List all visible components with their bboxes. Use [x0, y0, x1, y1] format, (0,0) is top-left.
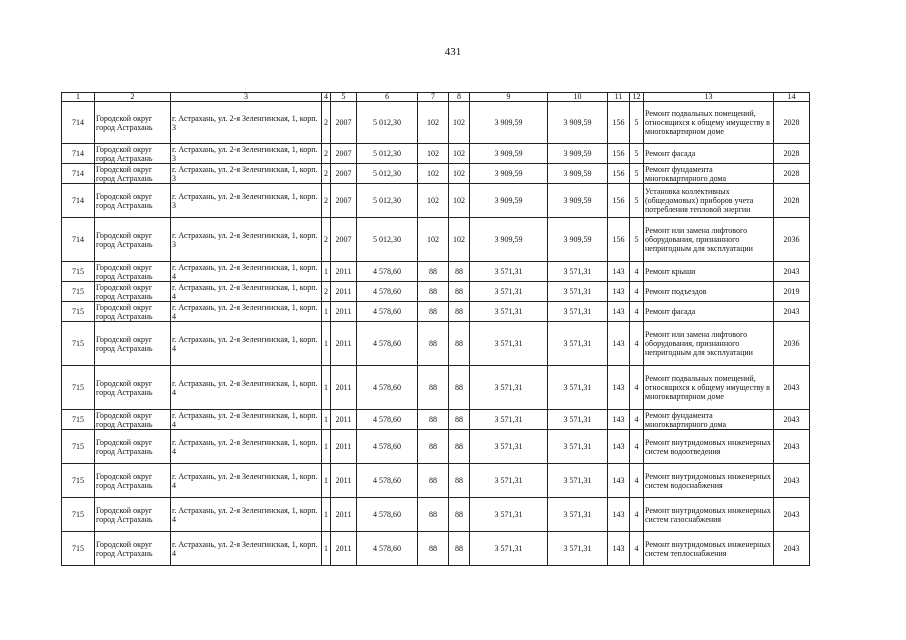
area-cell: 4 578,60	[357, 282, 418, 302]
row-number-cell: 715	[62, 498, 95, 532]
column-number: 13	[644, 93, 774, 102]
column-number: 12	[630, 93, 644, 102]
work-type-cell: Ремонт или замена лифтового оборудования, признанного непригодным для эксплуатации	[644, 218, 774, 262]
row-number-cell: 715	[62, 532, 95, 566]
year-cell: 2043	[774, 464, 810, 498]
address-cell: г. Астрахань, ул. 2-я Зеленгинская, 1, корп. 4	[171, 532, 322, 566]
area-cell: 3 571,31	[470, 410, 548, 430]
value-cell: 5	[630, 102, 644, 144]
area-cell: 3 571,31	[470, 262, 548, 282]
value-cell: 1	[322, 464, 331, 498]
municipality-cell: Городской округ город Астрахань	[95, 532, 171, 566]
value-cell: 102	[418, 164, 449, 184]
area-cell: 3 571,31	[470, 464, 548, 498]
value-cell: 102	[418, 184, 449, 218]
row-number-cell: 715	[62, 366, 95, 410]
work-type-cell: Ремонт внутридомовых инженерных систем водоснабжения	[644, 464, 774, 498]
table-row	[62, 410, 810, 430]
year-cell: 2028	[774, 102, 810, 144]
area-cell: 4 578,60	[357, 302, 418, 322]
column-number: 9	[470, 93, 548, 102]
year-cell: 2043	[774, 262, 810, 282]
work-type-cell: Ремонт фасада	[644, 144, 774, 164]
area-cell: 3 571,31	[548, 410, 608, 430]
value-cell: 102	[418, 218, 449, 262]
municipality-cell: Городской округ город Астрахань	[95, 164, 171, 184]
year-cell: 2007	[331, 164, 357, 184]
area-cell: 3 571,31	[548, 430, 608, 464]
address-cell: г. Астрахань, ул. 2-я Зеленгинская, 1, корп. 4	[171, 366, 322, 410]
municipality-cell: Городской округ город Астрахань	[95, 282, 171, 302]
column-number: 6	[357, 93, 418, 102]
table-row	[62, 218, 810, 262]
work-type-cell: Ремонт подъездов	[644, 282, 774, 302]
area-cell: 4 578,60	[357, 464, 418, 498]
address-cell: г. Астрахань, ул. 2-я Зеленгинская, 1, корп. 4	[171, 498, 322, 532]
year-cell: 2011	[331, 322, 357, 366]
value-cell: 88	[449, 262, 470, 282]
value-cell: 143	[608, 322, 630, 366]
row-number-cell: 714	[62, 102, 95, 144]
year-cell: 2028	[774, 164, 810, 184]
work-type-cell: Ремонт подвальных помещений, относящихся к общему имуществу в многоквартирном доме	[644, 366, 774, 410]
area-cell: 4 578,60	[357, 410, 418, 430]
address-cell: г. Астрахань, ул. 2-я Зеленгинская, 1, корп. 3	[171, 102, 322, 144]
value-cell: 102	[418, 102, 449, 144]
value-cell: 1	[322, 532, 331, 566]
value-cell: 1	[322, 322, 331, 366]
area-cell: 3 571,31	[470, 532, 548, 566]
area-cell: 3 909,59	[548, 144, 608, 164]
value-cell: 88	[449, 532, 470, 566]
area-cell: 4 578,60	[357, 322, 418, 366]
value-cell: 88	[449, 498, 470, 532]
value-cell: 88	[418, 282, 449, 302]
work-type-cell: Ремонт внутридомовых инженерных систем теплоснабжения	[644, 532, 774, 566]
area-cell: 4 578,60	[357, 366, 418, 410]
value-cell: 4	[630, 498, 644, 532]
work-type-cell: Ремонт крыши	[644, 262, 774, 282]
column-number: 8	[449, 93, 470, 102]
row-number-cell: 715	[62, 464, 95, 498]
table-row	[62, 366, 810, 410]
area-cell: 3 571,31	[548, 282, 608, 302]
value-cell: 102	[449, 144, 470, 164]
value-cell: 5	[630, 144, 644, 164]
row-number-cell: 714	[62, 144, 95, 164]
municipality-cell: Городской округ город Астрахань	[95, 322, 171, 366]
value-cell: 88	[449, 302, 470, 322]
municipality-cell: Городской округ город Астрахань	[95, 144, 171, 164]
area-cell: 3 909,59	[470, 144, 548, 164]
column-number-row	[62, 93, 810, 102]
column-number: 14	[774, 93, 810, 102]
year-cell: 2028	[774, 184, 810, 218]
address-cell: г. Астрахань, ул. 2-я Зеленгинская, 1, корп. 3	[171, 164, 322, 184]
year-cell: 2043	[774, 410, 810, 430]
value-cell: 88	[449, 282, 470, 302]
value-cell: 4	[630, 322, 644, 366]
value-cell: 88	[418, 464, 449, 498]
table-row	[62, 430, 810, 464]
area-cell: 5 012,30	[357, 144, 418, 164]
value-cell: 143	[608, 532, 630, 566]
value-cell: 143	[608, 410, 630, 430]
value-cell: 102	[449, 102, 470, 144]
value-cell: 88	[449, 366, 470, 410]
area-cell: 3 909,59	[470, 164, 548, 184]
work-type-cell: Ремонт фундамента многоквартирного дома	[644, 410, 774, 430]
table-row	[62, 302, 810, 322]
value-cell: 1	[322, 262, 331, 282]
table-row	[62, 184, 810, 218]
area-cell: 3 571,31	[548, 464, 608, 498]
page-number: 431	[444, 46, 462, 58]
row-number-cell: 715	[62, 262, 95, 282]
year-cell: 2028	[774, 144, 810, 164]
area-cell: 5 012,30	[357, 164, 418, 184]
year-cell: 2019	[774, 282, 810, 302]
value-cell: 4	[630, 302, 644, 322]
year-cell: 2011	[331, 282, 357, 302]
area-cell: 3 571,31	[470, 366, 548, 410]
work-type-cell: Установка коллективных (общедомовых) приборов учета потребления тепловой энергии	[644, 184, 774, 218]
table-body	[62, 93, 810, 566]
value-cell: 4	[630, 366, 644, 410]
address-cell: г. Астрахань, ул. 2-я Зеленгинская, 1, корп. 3	[171, 184, 322, 218]
value-cell: 88	[449, 410, 470, 430]
value-cell: 102	[449, 184, 470, 218]
value-cell: 2	[322, 218, 331, 262]
area-cell: 3 571,31	[548, 366, 608, 410]
area-cell: 3 571,31	[470, 282, 548, 302]
value-cell: 88	[449, 322, 470, 366]
area-cell: 3 571,31	[470, 498, 548, 532]
value-cell: 88	[449, 430, 470, 464]
address-cell: г. Астрахань, ул. 2-я Зеленгинская, 1, корп. 4	[171, 410, 322, 430]
year-cell: 2011	[331, 498, 357, 532]
area-cell: 3 909,59	[470, 184, 548, 218]
column-number: 11	[608, 93, 630, 102]
address-cell: г. Астрахань, ул. 2-я Зеленгинская, 1, корп. 3	[171, 144, 322, 164]
row-number-cell: 715	[62, 282, 95, 302]
value-cell: 1	[322, 302, 331, 322]
area-cell: 3 571,31	[470, 430, 548, 464]
value-cell: 88	[418, 410, 449, 430]
area-cell: 5 012,30	[357, 102, 418, 144]
value-cell: 88	[418, 430, 449, 464]
value-cell: 1	[322, 366, 331, 410]
table-row	[62, 262, 810, 282]
address-cell: г. Астрахань, ул. 2-я Зеленгинская, 1, корп. 3	[171, 218, 322, 262]
column-number: 3	[171, 93, 322, 102]
value-cell: 4	[630, 464, 644, 498]
municipality-cell: Городской округ город Астрахань	[95, 498, 171, 532]
area-cell: 3 909,59	[548, 184, 608, 218]
work-type-cell: Ремонт фундамента многоквартирного дома	[644, 164, 774, 184]
value-cell: 2	[322, 184, 331, 218]
year-cell: 2043	[774, 366, 810, 410]
value-cell: 88	[418, 498, 449, 532]
address-cell: г. Астрахань, ул. 2-я Зеленгинская, 1, корп. 4	[171, 430, 322, 464]
value-cell: 1	[322, 498, 331, 532]
value-cell: 2	[322, 282, 331, 302]
area-cell: 3 571,31	[548, 302, 608, 322]
area-cell: 5 012,30	[357, 218, 418, 262]
year-cell: 2007	[331, 102, 357, 144]
value-cell: 102	[418, 144, 449, 164]
value-cell: 5	[630, 218, 644, 262]
value-cell: 88	[418, 302, 449, 322]
year-cell: 2011	[331, 262, 357, 282]
value-cell: 143	[608, 302, 630, 322]
value-cell: 4	[630, 532, 644, 566]
value-cell: 2	[322, 164, 331, 184]
row-number-cell: 714	[62, 184, 95, 218]
value-cell: 88	[418, 322, 449, 366]
area-cell: 3 909,59	[470, 218, 548, 262]
area-cell: 3 909,59	[548, 102, 608, 144]
area-cell: 3 909,59	[470, 102, 548, 144]
value-cell: 2	[322, 144, 331, 164]
value-cell: 1	[322, 430, 331, 464]
row-number-cell: 714	[62, 218, 95, 262]
table-row	[62, 532, 810, 566]
year-cell: 2011	[331, 532, 357, 566]
table-row	[62, 322, 810, 366]
value-cell: 143	[608, 430, 630, 464]
value-cell: 143	[608, 464, 630, 498]
area-cell: 4 578,60	[357, 532, 418, 566]
row-number-cell: 714	[62, 164, 95, 184]
value-cell: 143	[608, 498, 630, 532]
work-type-cell: Ремонт или замена лифтового оборудования, признанного непригодным для эксплуатации	[644, 322, 774, 366]
row-number-cell: 715	[62, 302, 95, 322]
area-cell: 3 571,31	[470, 322, 548, 366]
value-cell: 156	[608, 184, 630, 218]
work-type-cell: Ремонт подвальных помещений, относящихся к общему имуществу в многоквартирном доме	[644, 102, 774, 144]
municipality-cell: Городской округ город Астрахань	[95, 102, 171, 144]
area-cell: 4 578,60	[357, 430, 418, 464]
capital-repair-table	[61, 92, 810, 566]
area-cell: 3 909,59	[548, 164, 608, 184]
municipality-cell: Городской округ город Астрахань	[95, 218, 171, 262]
value-cell: 5	[630, 164, 644, 184]
year-cell: 2043	[774, 302, 810, 322]
municipality-cell: Городской округ город Астрахань	[95, 464, 171, 498]
value-cell: 4	[630, 282, 644, 302]
work-type-cell: Ремонт внутридомовых инженерных систем водоотведения	[644, 430, 774, 464]
municipality-cell: Городской округ город Астрахань	[95, 262, 171, 282]
year-cell: 2007	[331, 218, 357, 262]
year-cell: 2011	[331, 302, 357, 322]
value-cell: 156	[608, 102, 630, 144]
value-cell: 88	[418, 366, 449, 410]
value-cell: 156	[608, 164, 630, 184]
row-number-cell: 715	[62, 322, 95, 366]
table-row	[62, 102, 810, 144]
area-cell: 3 571,31	[548, 322, 608, 366]
area-cell: 3 571,31	[548, 262, 608, 282]
area-cell: 4 578,60	[357, 262, 418, 282]
address-cell: г. Астрахань, ул. 2-я Зеленгинская, 1, корп. 4	[171, 282, 322, 302]
address-cell: г. Астрахань, ул. 2-я Зеленгинская, 1, корп. 4	[171, 322, 322, 366]
municipality-cell: Городской округ город Астрахань	[95, 366, 171, 410]
area-cell: 3 571,31	[548, 498, 608, 532]
value-cell: 1	[322, 410, 331, 430]
work-type-cell: Ремонт фасада	[644, 302, 774, 322]
year-cell: 2043	[774, 430, 810, 464]
address-cell: г. Астрахань, ул. 2-я Зеленгинская, 1, корп. 4	[171, 464, 322, 498]
municipality-cell: Городской округ город Астрахань	[95, 410, 171, 430]
value-cell: 143	[608, 282, 630, 302]
value-cell: 156	[608, 144, 630, 164]
year-cell: 2036	[774, 322, 810, 366]
column-number: 10	[548, 93, 608, 102]
area-cell: 3 571,31	[548, 532, 608, 566]
value-cell: 88	[418, 262, 449, 282]
value-cell: 102	[449, 164, 470, 184]
value-cell: 156	[608, 218, 630, 262]
municipality-cell: Городской округ город Астрахань	[95, 430, 171, 464]
municipality-cell: Городской округ город Астрахань	[95, 184, 171, 218]
year-cell: 2007	[331, 184, 357, 218]
address-cell: г. Астрахань, ул. 2-я Зеленгинская, 1, корп. 4	[171, 302, 322, 322]
work-type-cell: Ремонт внутридомовых инженерных систем газоснабжения	[644, 498, 774, 532]
year-cell: 2007	[331, 144, 357, 164]
value-cell: 88	[449, 464, 470, 498]
area-cell: 5 012,30	[357, 184, 418, 218]
column-number: 7	[418, 93, 449, 102]
value-cell: 143	[608, 366, 630, 410]
value-cell: 4	[630, 430, 644, 464]
year-cell: 2011	[331, 410, 357, 430]
table-row	[62, 144, 810, 164]
area-cell: 4 578,60	[357, 498, 418, 532]
value-cell: 2	[322, 102, 331, 144]
year-cell: 2011	[331, 464, 357, 498]
column-number: 2	[95, 93, 171, 102]
value-cell: 4	[630, 262, 644, 282]
address-cell: г. Астрахань, ул. 2-я Зеленгинская, 1, корп. 4	[171, 262, 322, 282]
value-cell: 143	[608, 262, 630, 282]
column-number: 5	[331, 93, 357, 102]
value-cell: 88	[418, 532, 449, 566]
area-cell: 3 909,59	[548, 218, 608, 262]
year-cell: 2011	[331, 430, 357, 464]
column-number: 1	[62, 93, 95, 102]
row-number-cell: 715	[62, 410, 95, 430]
table-row	[62, 498, 810, 532]
area-cell: 3 571,31	[470, 302, 548, 322]
municipality-cell: Городской округ город Астрахань	[95, 302, 171, 322]
value-cell: 102	[449, 218, 470, 262]
year-cell: 2011	[331, 366, 357, 410]
value-cell: 5	[630, 184, 644, 218]
table-row	[62, 464, 810, 498]
table-row	[62, 164, 810, 184]
year-cell: 2036	[774, 218, 810, 262]
year-cell: 2043	[774, 498, 810, 532]
column-number: 4	[322, 93, 331, 102]
table-row	[62, 282, 810, 302]
year-cell: 2043	[774, 532, 810, 566]
row-number-cell: 715	[62, 430, 95, 464]
value-cell: 4	[630, 410, 644, 430]
